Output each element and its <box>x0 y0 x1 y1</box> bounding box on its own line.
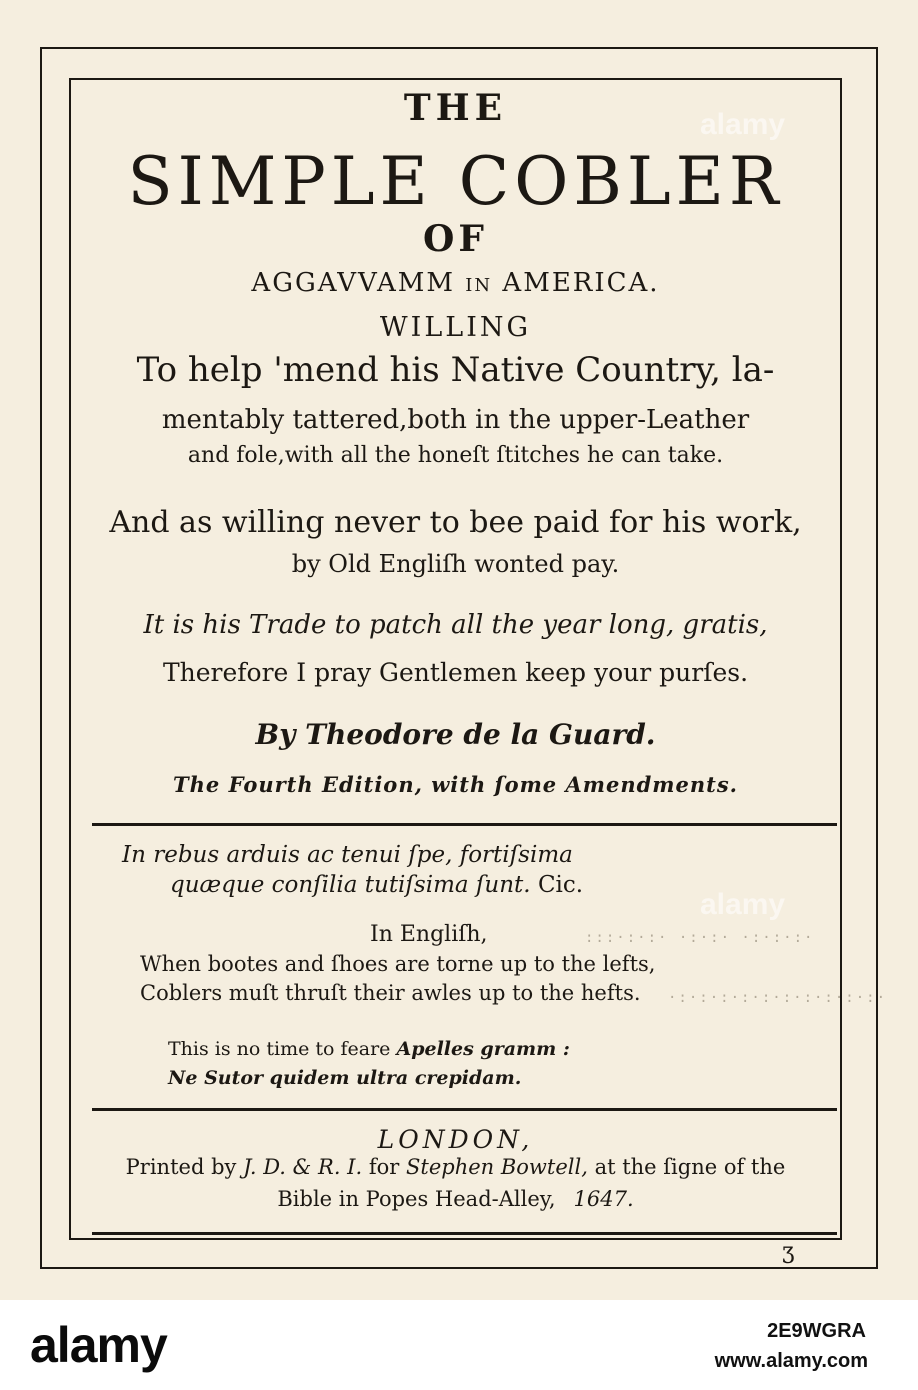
trade-line: It is his Trade to patch all the year long, gratis, <box>143 610 768 640</box>
watermark-middle: alamy <box>700 888 786 921</box>
apelles-line <box>168 1038 570 1060</box>
printed-post: at the ſigne of the <box>594 1155 786 1179</box>
author-line: By Theodore de la Guard. <box>255 718 656 751</box>
subtitle-line-5: by Old Engliſh wonted pay. <box>291 550 620 578</box>
image-id: 2E9WGRA <box>767 1320 866 1342</box>
title-of: OF <box>423 218 488 260</box>
english-couplet-line-1: When bootes and ſhoes are torne up to the lefts, <box>140 952 656 976</box>
cicero-attribution: Cic. <box>537 872 584 898</box>
imprint-address <box>69 1187 842 1211</box>
printers: J. D. & R. I. <box>243 1155 363 1179</box>
latin-epigraph-text: quæque conſilia tutiſsima ſunt. <box>170 872 531 898</box>
subtitle-line-2: mentably tattered,both in the upper-Leather <box>161 405 750 435</box>
imprint-year: 1647. <box>573 1187 634 1211</box>
subtitle-line-4: And as willing never to bee paid for his work, <box>109 505 802 540</box>
latin-epigraph-line-1: In rebus arduis ac tenui ſpe, fortiſsima <box>122 842 573 868</box>
willing-heading: WILLING <box>379 312 532 343</box>
divider-rule-1 <box>92 823 837 826</box>
subtitle-line-3: and fole,with all the honeſt ſtitches he can take. <box>187 443 724 468</box>
in-english-label: In Engliſh, <box>370 922 488 947</box>
sutor-line: Ne Sutor quidem ultra crepidam. <box>168 1067 522 1089</box>
alamy-logo: alamy <box>30 1317 167 1373</box>
apelles-intro: This is no time to feare <box>168 1038 391 1060</box>
title-the: THE <box>403 87 508 129</box>
printed-mid: for <box>368 1155 400 1179</box>
title-place: AGGAVVAMM in AMERICA. <box>251 268 660 298</box>
watermark-top: alamy <box>700 108 786 141</box>
edition-line: The Fourth Edition, with ſome Amendments. <box>173 772 738 797</box>
latin-epigraph-line-2 <box>170 872 583 898</box>
subtitle-line-1: To help 'mend his Native Country, la- <box>136 350 775 390</box>
english-couplet-line-2: Coblers muſt thruſt their awles up to the hefts. <box>140 981 641 1005</box>
printed-pre: Printed by <box>125 1155 237 1179</box>
imprint-city: LONDON, <box>377 1125 534 1154</box>
imprint-printed-by <box>69 1155 842 1179</box>
stamp-perforation: ·:·:·:·:·:·:·:·:·:·:· <box>668 990 888 1006</box>
divider-rule-2 <box>92 1108 837 1111</box>
footer-bar <box>0 1300 918 1390</box>
divider-rule-3 <box>92 1232 837 1235</box>
bible-address: Bible in Popes Head-Alley, <box>277 1187 556 1211</box>
page-signature-mark: Ʒ <box>782 1244 795 1269</box>
bookseller: Stephen Bowtell, <box>406 1155 588 1179</box>
stamp-perforation: :::·:·:· ·:·:· ·:·:·:· <box>585 930 815 946</box>
site-url: www.alamy.com <box>714 1350 868 1372</box>
purses-line: Therefore I pray Gentlemen keep your purſes. <box>162 658 749 687</box>
apelles-name: Apelles gramm : <box>396 1038 570 1060</box>
main-title: SIMPLE COBLER <box>127 143 784 220</box>
